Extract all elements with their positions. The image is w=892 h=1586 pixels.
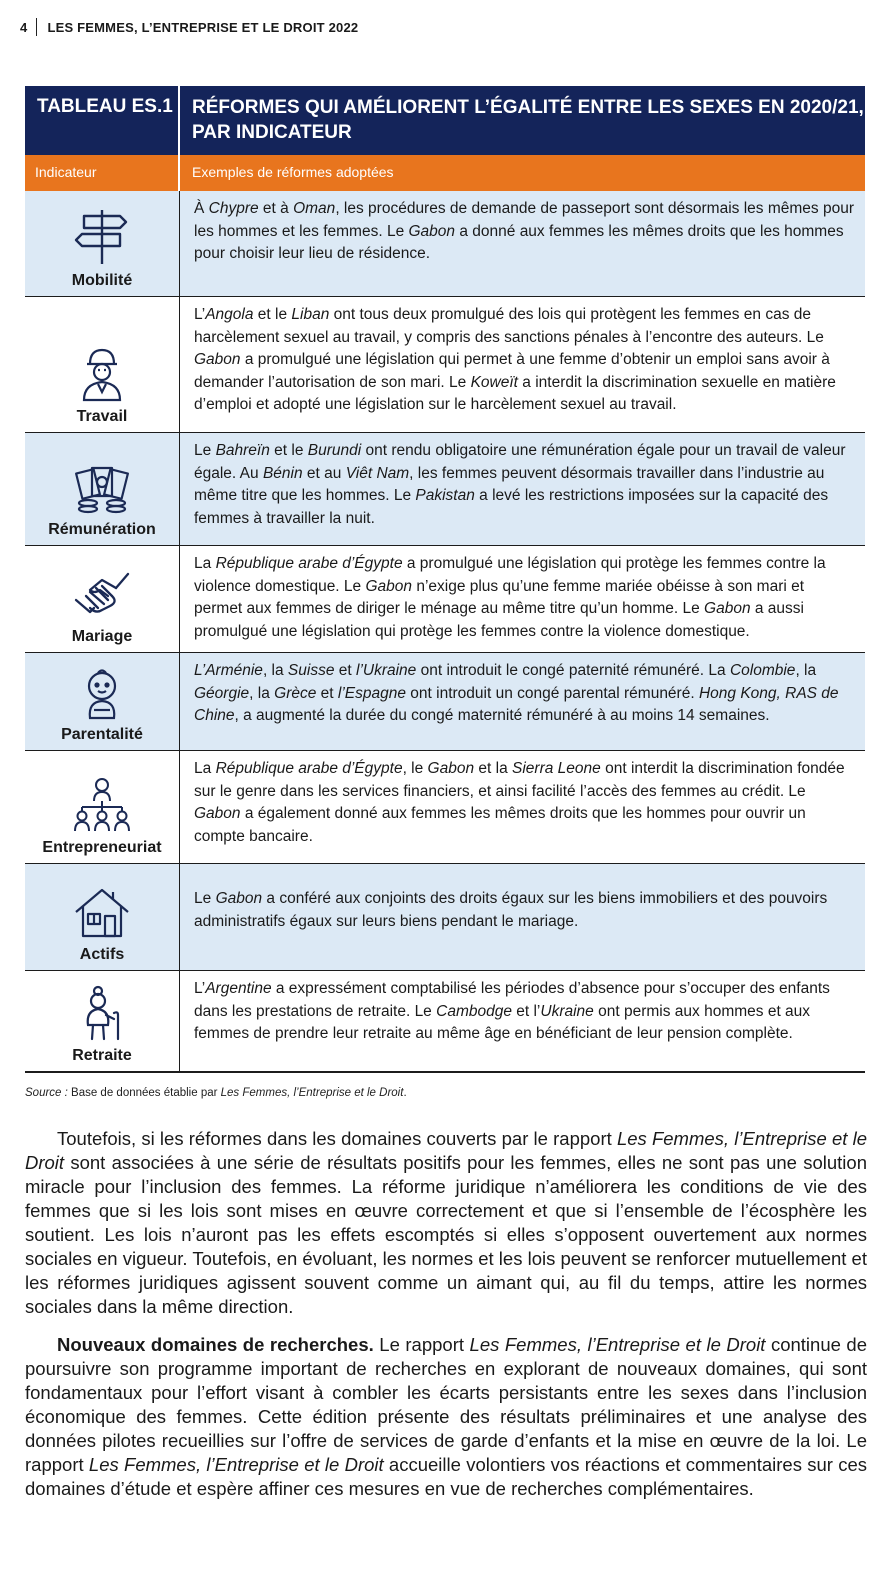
text-run: ont interdit la discrimination fondée sur le genre dans les services financiers, et ainsi facilité l’accès des femmes au crédit. Le [194, 760, 845, 800]
italic-run: L’Arménie [194, 662, 263, 679]
text-run: , a augmenté la durée du congé maternité rémunéré à au moins 14 semaines. [234, 707, 770, 724]
italic-run: Suisse [287, 662, 335, 679]
text-run: ont rendu obligatoire une rémunération égale pour un travail de valeur égale. Au [194, 442, 846, 482]
indicator-label: Retraite [72, 1047, 132, 1064]
text-run: et le [253, 306, 292, 323]
italic-run: Géorgie [194, 684, 250, 702]
italic-run: Colombie [729, 662, 796, 679]
italic-run: Les Femmes, l’Entreprise et le Droit [88, 1454, 384, 1475]
text-run: et au [302, 464, 346, 482]
text-run: Le rapport [373, 1334, 470, 1355]
italic-run: Gabon [365, 577, 413, 595]
reform-text [180, 653, 865, 750]
italic-run: Gabon [194, 805, 241, 822]
reform-text [180, 191, 865, 296]
indicator-label: Actifs [79, 946, 125, 963]
text-run: , le [402, 760, 428, 777]
baby-icon [82, 668, 122, 720]
italic-run: Les Femmes, l’Entreprise et le Droit [469, 1334, 766, 1355]
text-run: ont permis aux hommes et aux femmes de prendre leur retraite au même âge en bénéficiant de leur pension complète. [194, 1002, 811, 1042]
table-number: TABLEAU ES.1 [25, 86, 180, 155]
indicator-label: Parentalité [61, 726, 143, 743]
table-row [25, 191, 865, 297]
indicator-cell [25, 433, 180, 545]
indicator-cell [25, 971, 180, 1071]
text-run: et [316, 684, 338, 702]
text-run: et [334, 662, 356, 679]
italic-run: Oman [293, 200, 336, 217]
indicator-label: Mobilité [71, 272, 133, 289]
italic-run: Ukraine [540, 1002, 594, 1020]
text-run: a levé les restrictions imposées sur la capacité des femmes à travailler la nuit. [194, 487, 829, 527]
reform-text [180, 751, 865, 863]
reforms-table [25, 86, 865, 1073]
italic-run: République arabe d’Égypte [215, 760, 403, 777]
italic-run: Argentine [205, 980, 272, 997]
money-icon [73, 465, 131, 515]
italic-run: Hong Kong, RAS de Chine [194, 684, 839, 724]
reform-text [180, 546, 865, 652]
text-run: a expressément comptabilisé les périodes d’absence pour s’occuper des enfants dans les prestations de retraite. Le [194, 980, 830, 1020]
text-run: ont introduit un congé parental rémunéré. [405, 684, 699, 702]
worker-icon [78, 346, 126, 402]
text-run: ont tous deux promulgué des lois qui protègent les femmes en cas de harcèlement sexuel au travail, y compris des sanctions pénales à l’encontre des auteurs. Le [194, 306, 824, 346]
text-run: ont introduit le congé paternité rémunéré. La [416, 662, 730, 679]
italic-run: l’Espagne [337, 684, 406, 702]
text-run: et la [474, 760, 513, 777]
indicator-label: Mariage [71, 628, 133, 645]
body-paragraph [25, 1127, 867, 1319]
table-header-row [25, 155, 865, 191]
elderly-icon [80, 985, 124, 1041]
table-title [180, 86, 865, 155]
text-run: Toutefois, si les réformes dans les domaines couverts par le rapport [57, 1128, 617, 1149]
italic-run: Gabon [704, 600, 751, 617]
header-divider [36, 18, 37, 36]
text-run: a promulgué une législation qui permet à une femme d’obtenir un emploi sans avoir à demander l’autorisation de son mari. Le [194, 351, 830, 391]
table-title-bar [25, 86, 865, 155]
text-run: sont associées à une série de résultats positifs pour les femmes, elles ne sont pas une solution miracle pour l’inclusion des femmes. La réforme juridique n’améliorera les conditions de vie des femmes que si les lois sont mises en œuvre correctement et que si l’ensemble de l’écosphère les soutient. Les lois n’auront pas les effets escomptés si elles s’opposent ouvertement aux normes sociales en vigueur. Toutefois, en évoluant, les normes et les lois peuvent se renforcer mutuellement et les réformes juridiques agissent souvent comme un aimant qui, au fil du temps, attire les normes sociales dans la même direction. [25, 1152, 867, 1317]
italic-run: Koweït [470, 373, 518, 391]
text-run: a interdit la discrimination sexuelle en matière d’emploi et adopté une législation sur le harcèlement sexuel au travail. [194, 373, 836, 413]
italic-run: Gabon [427, 760, 475, 777]
table-title-line1: RÉFORMES QUI AMÉLIORENT L’ÉGALITÉ ENTRE LES SEXES EN 2020/21, [192, 97, 864, 118]
italic-run: Liban [291, 306, 330, 323]
bold-run: Nouveaux domaines de recherches. [57, 1334, 374, 1355]
text-run: , les procédures de demande de passeport sont désormais les mêmes pour les hommes et les femmes. Le [194, 200, 854, 240]
italic-run: Grèce [274, 684, 317, 702]
indicator-cell [25, 653, 180, 750]
text-run: a aussi promulgué une législation qui protège les femmes contre la violence domestique. [194, 600, 804, 640]
table-row [25, 751, 865, 864]
text-run: a promulgué une législation qui protège les femmes contre la violence domestique. Le [194, 555, 826, 595]
source-text: Base de données établie par [67, 1087, 221, 1099]
indicator-cell [25, 864, 180, 970]
italic-run: Burundi [307, 442, 362, 459]
indicator-cell [25, 297, 180, 432]
italic-run: l’Ukraine [356, 662, 417, 679]
table-row [25, 297, 865, 433]
italic-run: Gabon [408, 222, 456, 240]
text-run: a conféré aux conjoints des droits égaux sur les biens immobiliers et des pouvoirs administratifs égaux sur leurs biens pendant le mariage. [194, 890, 828, 930]
indicator-label: Rémunération [48, 521, 156, 538]
text-run: a également donné aux femmes les mêmes droits que les hommes pour ouvrir un compte bancaire. [194, 805, 806, 845]
text-run: et l’ [511, 1002, 541, 1020]
source-end: . [403, 1087, 407, 1099]
italic-run: Les Femmes, l’Entreprise et le Droit [25, 1128, 868, 1173]
indicator-label: Entrepreneuriat [42, 839, 162, 856]
text-run: Le [194, 442, 216, 459]
text-run: et le [269, 442, 308, 459]
text-run: La [194, 760, 216, 777]
text-run: La [194, 555, 216, 572]
text-run: accueille volontiers vos réactions et commentaires sur ces domaines d’étude et espère affiner ces mesures en vue de recherches complémentaires. [25, 1454, 868, 1499]
indicator-cell [25, 191, 180, 296]
italic-run: Gabon [215, 890, 263, 907]
source-report-title: Les Femmes, l’Entreprise et le Droit [220, 1087, 404, 1099]
page-number: 4 [20, 19, 28, 35]
signpost-icon [74, 206, 130, 266]
column-header-examples: Exemples de réformes adoptées [192, 164, 394, 180]
italic-run: Viêt Nam [345, 464, 410, 482]
text-run: Le [194, 890, 216, 907]
body-text [25, 1127, 867, 1515]
reform-text [180, 433, 865, 545]
column-header-indicator: Indicateur [25, 155, 180, 191]
italic-run: République arabe d’Égypte [215, 555, 403, 572]
text-run: , les femmes peuvent désormais travailler dans l’industrie au même titre que les hommes. Le [194, 464, 825, 504]
italic-run: Chypre [208, 200, 259, 217]
italic-run: Gabon [194, 351, 241, 368]
text-run: , la [795, 662, 817, 679]
body-paragraph [25, 1333, 867, 1501]
house-icon [73, 886, 131, 940]
table-row [25, 653, 865, 751]
table-title-line2: PAR INDICATEUR [192, 122, 352, 143]
text-run: , la [262, 662, 288, 679]
running-header [20, 16, 358, 38]
indicator-cell [25, 546, 180, 652]
reform-text [180, 971, 865, 1071]
table-row [25, 433, 865, 546]
reform-text [180, 864, 865, 970]
italic-run: Pakistan [415, 487, 475, 504]
text-run: , la [249, 684, 275, 702]
text-run: a donné aux femmes les mêmes droits que les hommes pour choisir leur lieu de résidence. [194, 222, 844, 262]
italic-run: Cambodge [436, 1002, 512, 1020]
text-run: À [194, 200, 209, 217]
indicator-cell [25, 751, 180, 863]
italic-run: Bénin [262, 464, 303, 482]
running-title: LES FEMMES, L’ENTREPRISE ET LE DROIT 2022 [47, 19, 359, 35]
italic-run: Angola [205, 306, 254, 323]
italic-run: Sierra Leone [512, 760, 601, 777]
table-source [25, 1087, 407, 1099]
handshake-icon [72, 566, 132, 622]
italic-run: Bahreïn [215, 442, 270, 459]
text-run: et à [258, 200, 294, 217]
text-run: continue de poursuivre son programme important de recherches en explorant de nouveaux domaines, qui sont fondamentaux pour l’effort visant à combler les écarts persistants entre les sexes dans l’inclusion économique des femmes. Cette édition présente des résultats préliminaires et une analyse des données pilotes recueillies sur l’offre de services de garde d’enfants et la mise en œuvre de la loi. Le rapport [25, 1334, 868, 1475]
source-label: Source : [25, 1087, 68, 1099]
table-row [25, 864, 865, 971]
indicator-label: Travail [76, 408, 128, 425]
text-run: n’exige plus qu’une femme mariée obéisse à son mari et permet aux femmes de diriger le ménage au même titre qu’un homme. Le [194, 577, 805, 617]
text-run: L’ [194, 980, 206, 997]
text-run: L’ [194, 306, 206, 323]
table-row [25, 971, 865, 1073]
table-row [25, 546, 865, 653]
org-chart-icon [74, 775, 130, 833]
reform-text [180, 297, 865, 432]
